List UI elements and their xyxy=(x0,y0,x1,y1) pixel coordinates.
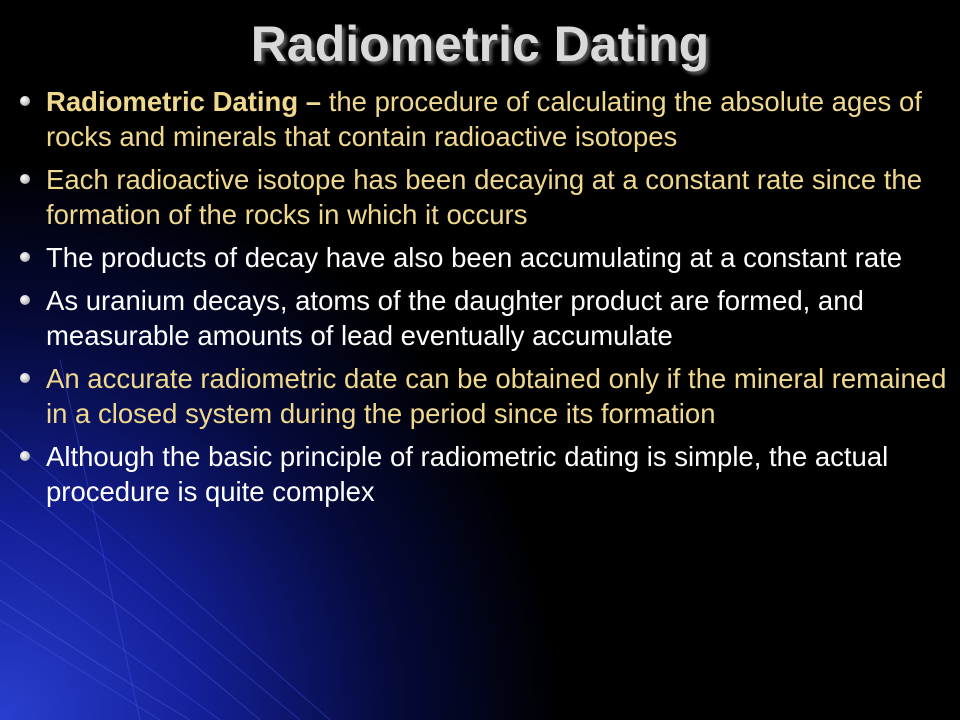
bullet-dot-icon xyxy=(20,96,30,106)
bullet-list xyxy=(20,84,950,517)
bullet-item xyxy=(20,361,950,431)
bullet-text: Each radioactive isotope has been decaying at a constant rate since the formation of the rocks in which it occurs xyxy=(46,164,922,230)
bullet-text: Although the basic principle of radiometric dating is simple, the actual procedure is quite complex xyxy=(46,441,889,507)
slide-title: Radiometric Dating xyxy=(250,16,710,72)
bullet-item xyxy=(20,439,950,509)
bullet-item xyxy=(20,283,950,353)
bullet-text: the procedure of calculating the absolute ages of rocks and minerals that contain radioactive isotopes xyxy=(46,86,922,152)
bullet-item xyxy=(20,84,950,154)
bullet-dot-icon xyxy=(20,373,30,383)
bullet-dot-icon xyxy=(20,295,30,305)
bullet-dot-icon xyxy=(20,252,30,262)
bullet-dot-icon xyxy=(20,174,30,184)
bullet-text: An accurate radiometric date can be obtained only if the mineral remained in a closed system during the period since its formation xyxy=(46,363,947,429)
bullet-term: Radiometric Dating – xyxy=(46,86,322,117)
bullet-item xyxy=(20,240,950,275)
bullet-dot-icon xyxy=(20,451,30,461)
bullet-text: The products of decay have also been accumulating at a constant rate xyxy=(46,242,903,273)
bullet-text: As uranium decays, atoms of the daughter product are formed, and measurable amounts of lead eventually accumulate xyxy=(46,285,864,351)
bullet-item xyxy=(20,162,950,232)
